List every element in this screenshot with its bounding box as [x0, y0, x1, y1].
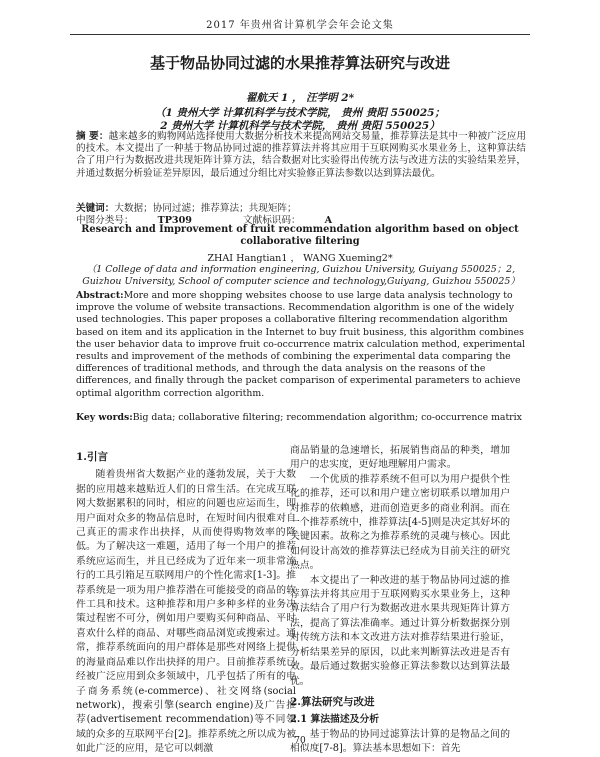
body-column-right: [290, 444, 510, 757]
paper-title-en: Research and Improvement of fruit recommendation algorithm based on object collaborative filtering: [81, 224, 519, 247]
paragraph-algorithm: 基于物品的协同过滤算法计算的是物品之间的相似度[7-8]。算法基本思想如下：首先: [290, 728, 510, 755]
paragraph-contribution: 本文提出了一种改进的基于物品协同过滤的推荐算法并将其应用于互联网购买水果业务上，这种算法结合了用户行为数据改进水果共现矩阵计算方法，提高了算法准确率。通过计算分析数据探分别对传统方法和本文改进方法对推荐结果进行验证，分析结果差异的原因，以此来判断算法改进是否有效。最后通过数据实验修正算法参数以达到算法最优。: [290, 574, 510, 687]
subsection-heading-description: 2.1 算法描述及分析: [290, 714, 380, 726]
page-number: 70: [294, 736, 306, 746]
section-heading-algorithm: 2.算法研究与改进: [290, 695, 375, 708]
paragraph-intro: 随着贵州省大数据产业的蓬勃发展，关于大数据的应用越来越贴近人们的日常生活。在完成互联网大数据累积的同时，相应的问题也应运而生，即用户面对众多的物品信息时，在短时间内很难对自己真正的需求作出抉择，从而使得购物效率的降低。为了解决这一难题，适用了每一个用户的推荐系统应运而生，并且已经成为了近年来一项非常流行的工具引箱足互联网用户的个性化需求[1-3]。推荐系统是一项为用户推荐潜在可能接受的商品的软件工具和技术。这种推荐和用户多种多样的业务决策过程密不可分，例如用户要购买何种商品、平时喜欢什么样的商品、对哪些商品浏览或搜索过。通常，推荐系统面向的用户群体是那些对网络上提供的海量商品难以作出抉择的用户。目前推荐系统已经被广泛应用到众多领域中，几乎包括了所有的电子商务系统(e-commerce)、社交网络(social network)，搜索引擎(search engine)及广告推荐(advertisement recommendation)等不同领域的众多的互联网平台[2]。推荐系统之所以成为被如此广泛的应用，是它可以刺激: [76, 469, 296, 755]
authors-en: ZHAI Hangtian1 ， WANG Xueming2*: [207, 253, 393, 264]
abstract-cn: [76, 131, 526, 180]
keywords-cn-label: 关键词：: [76, 203, 115, 214]
affiliation-cn-2: 2 贵州大学 计算机科学与技术学院， 贵州 贵阳 550025）: [160, 120, 440, 132]
section-heading-intro: 1.引言: [76, 451, 108, 463]
keywords-en: [76, 412, 526, 423]
clc-value: TP309: [157, 215, 192, 226]
abstract-cn-text: 越来越多的购物网站选择使用大数据分析技术来提高网站交易量，推荐算法是其中一种被广泛应用的技术。本文提出了一种基于物品协同过滤的推荐算法并将其应用于互联网购买水果业务上，这种算法结合了用户行为数据改进共现矩阵计算方法，结合数据对比实验得出传统方法与改进方法的实验结果差异，并通过数据分析验证差异原因，最后通过分组比对实验修正算法参数以达到算法最优。: [76, 131, 527, 179]
body-column-left: [76, 444, 296, 757]
paragraph-continued: 商品销量的急速增长，拓展销售商品的种类，增加用户的忠实度，更好地理解用户需求。: [290, 445, 510, 471]
doc-value: A: [324, 215, 333, 226]
abstract-cn-label: 摘 要：: [76, 131, 109, 142]
clc-label: 中图分类号：: [76, 215, 134, 226]
keywords-en-text: Big data; collaborative filtering; recommendation algorithm; co-occurrence matrix: [132, 412, 522, 423]
abstract-en: [76, 290, 526, 400]
running-head: 2017 年贵州省计算机学会年会论文集: [70, 16, 530, 35]
doc-label: 文献标识码：: [243, 215, 301, 226]
keywords-en-label: Key words:: [76, 412, 133, 423]
abstract-en-label: Abstract:: [76, 290, 124, 301]
abstract-en-text: More and more shopping websites choose to use large data analysis technology to improve the volume of website transactions. Recommendation algorithm is one of the widely used technologies. This paper proposes a collaborative filtering recommendation algorithm based on item and its application in the Internet to buy fruit business, this algorithm combines the user behavior data to improve fruit co-occurrence matrix calculation method, experimental results and improvement of the methods of combining the experimental data comparing the differences of traditional methods, and through the data analysis on the reasons of the differences, and finally through the packet comparison of experimental parameters to achieve optimal algorithm correction algorithm.: [76, 290, 526, 399]
authors-cn: 翟航天 1 ， 汪学明 2*: [245, 92, 355, 104]
affiliation-en: （1 College of data and information engineering, Guizhou University, Guiyang 550025；2, Guizhou University, School of computer science and technology,Guiyang, Guizhou 550025）: [82, 264, 520, 288]
keywords-cn-text: 大数据；协同过滤；推荐算法；共现矩阵；: [114, 203, 297, 214]
paper-title-cn: 基于物品协同过滤的水果推荐算法研究与改进: [149, 54, 450, 72]
paragraph-recommender: 一个优质的推荐系统不但可以为用户提供个性化的推荐，还可以和用户建立密切联系以增加用户对推荐的依赖感，进而创造更多的商业利润。而在一个推荐系统中，推荐算法[4-5]则是决定其好坏的关键因素。故称之为推荐系统的灵魂与核心。因此如何设计高效的推荐算法已经成为目前关注的研究热点。: [290, 473, 510, 572]
affiliation-cn-1: （1 贵州大学 计算机科学与技术学院， 贵州 贵阳 550025；: [155, 107, 445, 119]
